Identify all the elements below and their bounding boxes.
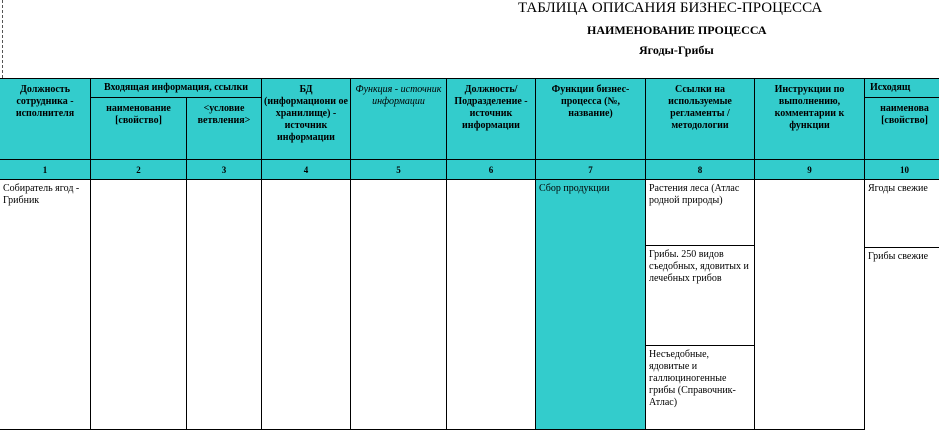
cell-executor: Собиратель ягод - Грибник: [0, 180, 91, 430]
cell-output: Грибы свежие: [865, 248, 939, 430]
header-process-functions: Функции бизнес-процесса (№, название): [536, 79, 646, 160]
header-instructions: Инструкции по выполнению, комментарии к функции: [755, 79, 865, 160]
cell-output: Ягоды свежие: [865, 180, 939, 248]
header-executor: Должность сотрудника - исполнителя: [0, 79, 91, 160]
header-input-info: Входящая информация, ссылки: [91, 79, 262, 98]
col-number: 4: [262, 160, 351, 180]
process-label: НАИМЕНОВАНИЕ ПРОЦЕССА: [587, 23, 767, 37]
cell-input-name: [91, 180, 187, 430]
cell-regulation-ref: Растения леса (Атлас родной природы): [646, 180, 755, 246]
header-branch-condition: <условие ветвления>: [187, 98, 262, 160]
header-input-name: наименование [свойство]: [91, 98, 187, 160]
cell-regulation-ref: Грибы. 250 видов съедобных, ядовитых и лечебных грибов: [646, 246, 755, 346]
cell-source-position: [447, 180, 536, 430]
cell-regulation-ref: Несъедобные, ядовитые и галлюциногенные грибы (Справочник-Атлас): [646, 346, 755, 430]
col-number: 2: [91, 160, 187, 180]
header-output-name: наименова [свойство]: [865, 98, 939, 160]
header-source-function: Функция - источник информации: [351, 79, 447, 160]
col-number: 6: [447, 160, 536, 180]
cell-instructions: [755, 180, 865, 430]
header-regulations: Ссылки на используемые регламенты / методологии: [646, 79, 755, 160]
process-name: Ягоды-Грибы: [639, 43, 714, 57]
header-source-position: Должность/ Подразделение - источник информации: [447, 79, 536, 160]
col-number: 7: [536, 160, 646, 180]
col-number: 8: [646, 160, 755, 180]
col-number: 9: [755, 160, 865, 180]
col-number: 3: [187, 160, 262, 180]
cell-process-function: Сбор продукции: [536, 180, 646, 430]
col-number: 5: [351, 160, 447, 180]
cell-database: [262, 180, 351, 430]
cell-source-function: [351, 180, 447, 430]
col-number: 1: [0, 160, 91, 180]
header-output-info: Исходящ: [865, 79, 939, 98]
col-number: 10: [865, 160, 939, 180]
header-database: БД (информациони ое хранилище) - источник информации: [262, 79, 351, 160]
document-title: ТАБЛИЦА ОПИСАНИЯ БИЗНЕС-ПРОЦЕССА: [518, 0, 823, 16]
cell-branch-condition: [187, 180, 262, 430]
